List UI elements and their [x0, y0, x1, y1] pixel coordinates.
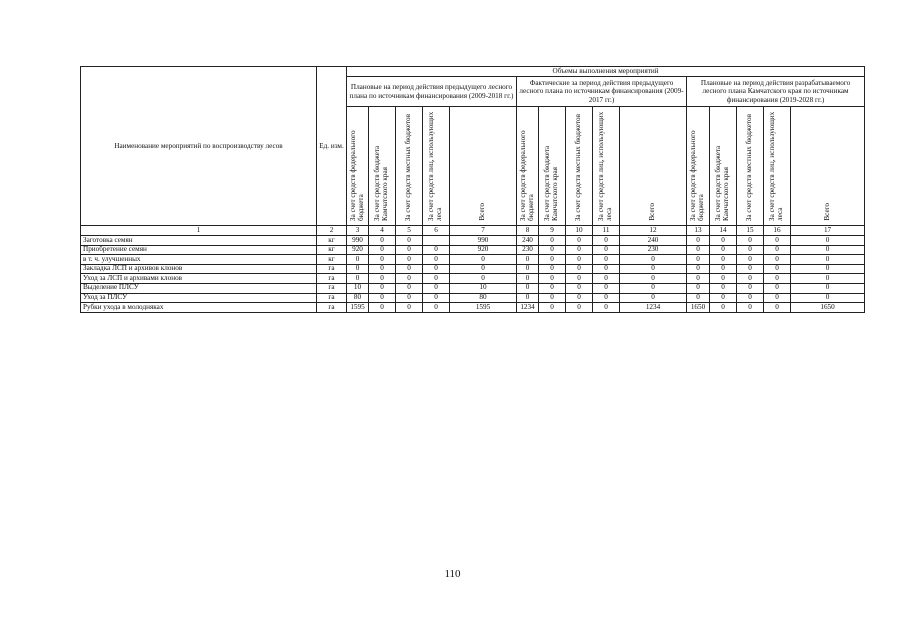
- cell-value: 0: [710, 274, 737, 284]
- column-number: 2: [317, 226, 347, 236]
- cell-value: 0: [764, 264, 791, 274]
- cell-value: 1234: [620, 303, 687, 313]
- column-number: 15: [737, 226, 764, 236]
- cell-value: 0: [423, 274, 450, 284]
- row-name: Закладка ЛСП и архивов клонов: [81, 264, 317, 274]
- row-name: Выделение ПЛСУ: [81, 283, 317, 293]
- subheader-label: За счет средств федерального бюджета: [689, 130, 705, 221]
- subheader-g3-c1: [687, 107, 710, 226]
- cell-value: 0: [566, 283, 593, 293]
- column-number: 6: [423, 226, 450, 236]
- cell-value: 0: [764, 236, 791, 246]
- row-name: Приобретение семян: [81, 245, 317, 255]
- row-name: в т. ч. улучшенных: [81, 255, 317, 265]
- subheader-label: За счет средств федерального бюджета: [518, 130, 535, 221]
- table-row: [81, 245, 865, 255]
- cell-value: 920: [347, 245, 369, 255]
- cell-value: 0: [369, 245, 396, 255]
- row-unit: кг: [317, 236, 347, 246]
- cell-value: 0: [566, 293, 593, 303]
- cell-value: 0: [369, 264, 396, 274]
- cell-value: 0: [369, 274, 396, 284]
- cell-value: 0: [687, 283, 710, 293]
- cell-value: 0: [450, 255, 517, 265]
- table-row: [81, 255, 865, 265]
- cell-value: 0: [764, 283, 791, 293]
- cell-value: 0: [517, 264, 539, 274]
- cell-value: 0: [566, 236, 593, 246]
- table-row: [81, 264, 865, 274]
- cell-value: 0: [593, 274, 620, 284]
- subheader-g3-c5: [791, 107, 865, 226]
- column-number: 13: [687, 226, 710, 236]
- cell-value: 0: [517, 293, 539, 303]
- subheader-label: Всего: [648, 203, 657, 221]
- cell-value: 80: [347, 293, 369, 303]
- cell-value: 0: [423, 293, 450, 303]
- cell-value: 1595: [450, 303, 517, 313]
- cell-value: 0: [737, 236, 764, 246]
- header-top: Объемы выполнения мероприятий: [347, 67, 865, 77]
- subheader-label: За счет средств местных бюджетов: [404, 113, 413, 221]
- cell-value: 0: [566, 245, 593, 255]
- cell-value: 0: [620, 283, 687, 293]
- cell-value: 0: [450, 274, 517, 284]
- cell-value: 0: [620, 255, 687, 265]
- column-number: 14: [710, 226, 737, 236]
- column-number: 11: [593, 226, 620, 236]
- cell-value: 0: [539, 283, 566, 293]
- cell-value: 230: [517, 245, 539, 255]
- row-name: Заготовка семян: [81, 236, 317, 246]
- column-number: 17: [791, 226, 865, 236]
- cell-value: 0: [593, 264, 620, 274]
- subheader-label: За счет средств лиц, использующих леса: [768, 111, 784, 221]
- cell-value: 0: [737, 303, 764, 313]
- cell-value: 0: [593, 255, 620, 265]
- cell-value: 0: [620, 274, 687, 284]
- cell-value: 0: [593, 283, 620, 293]
- cell-value: 0: [764, 293, 791, 303]
- subheader-g1-c1: [347, 107, 369, 226]
- cell-value: 0: [423, 283, 450, 293]
- cell-value: 0: [710, 293, 737, 303]
- cell-value: 0: [423, 255, 450, 265]
- subheader-g3-c4: [764, 107, 791, 226]
- row-unit: га: [317, 264, 347, 274]
- table-row: [81, 283, 865, 293]
- table-row: [81, 303, 865, 313]
- reforestation-table: [80, 66, 865, 313]
- header-group-planned-prev: Плановые на период действия предыдущего лесного плана по источникам финансирования (2009-2018 гг.): [347, 77, 517, 107]
- table-row: [81, 293, 865, 303]
- cell-value: 0: [593, 245, 620, 255]
- cell-value: 0: [687, 255, 710, 265]
- cell-value: 0: [687, 264, 710, 274]
- cell-value: 0: [687, 274, 710, 284]
- cell-value: 0: [423, 264, 450, 274]
- row-unit: га: [317, 283, 347, 293]
- cell-value: 0: [791, 274, 865, 284]
- cell-value: 0: [764, 255, 791, 265]
- cell-value: 0: [687, 293, 710, 303]
- cell-value: 0: [369, 303, 396, 313]
- row-unit: га: [317, 274, 347, 284]
- cell-value: 0: [396, 293, 423, 303]
- cell-value: 0: [737, 255, 764, 265]
- subheader-label: За счет средств лиц, использующих леса: [427, 111, 443, 221]
- cell-value: 240: [620, 236, 687, 246]
- subheader-g2-c5: [620, 107, 687, 226]
- cell-value: 1234: [517, 303, 539, 313]
- cell-value: 920: [450, 245, 517, 255]
- cell-value: 0: [737, 245, 764, 255]
- cell-value: 1650: [791, 303, 865, 313]
- row-name: Уход за ПЛСУ: [81, 293, 317, 303]
- column-number: 3: [347, 226, 369, 236]
- row-unit: кг: [317, 245, 347, 255]
- cell-value: 0: [450, 264, 517, 274]
- column-number: 16: [764, 226, 791, 236]
- cell-value: 0: [517, 283, 539, 293]
- cell-value: 10: [450, 283, 517, 293]
- cell-value: 0: [687, 245, 710, 255]
- cell-value: 0: [396, 303, 423, 313]
- cell-value: 0: [566, 264, 593, 274]
- row-name: Уход за ЛСП и архивами клонов: [81, 274, 317, 284]
- cell-value: 0: [396, 255, 423, 265]
- cell-value: 0: [396, 283, 423, 293]
- cell-value: 0: [737, 264, 764, 274]
- cell-value: 0: [566, 274, 593, 284]
- row-unit: га: [317, 303, 347, 313]
- cell-value: 0: [791, 264, 865, 274]
- table-row: [81, 274, 865, 284]
- cell-value: 80: [450, 293, 517, 303]
- cell-value: 0: [593, 293, 620, 303]
- cell-value: 0: [710, 255, 737, 265]
- cell-value: 0: [423, 245, 450, 255]
- header-name-col: Наименование мероприятий по воспроизводству лесов: [81, 67, 317, 226]
- column-number: 9: [539, 226, 566, 236]
- subheader-label: За счет средств местных бюджетов: [745, 113, 754, 221]
- cell-value: 0: [539, 303, 566, 313]
- cell-value: 0: [347, 264, 369, 274]
- cell-value: 0: [396, 236, 423, 246]
- cell-value: 0: [369, 293, 396, 303]
- subheader-label: За счет средств федерального бюджета: [348, 130, 365, 221]
- cell-value: 240: [517, 236, 539, 246]
- cell-value: 0: [347, 274, 369, 284]
- header-group-actual-prev: Фактические за период действия предыдущего лесного плана по источникам финансирования (2009-2017 гг.): [517, 77, 687, 107]
- subheader-g3-c3: [737, 107, 764, 226]
- cell-value: 0: [593, 236, 620, 246]
- subheader-label: За счет средств бюджета Камчатского края: [714, 145, 730, 221]
- cell-value: 0: [539, 274, 566, 284]
- subheader-g2-c4: [593, 107, 620, 226]
- cell-value: 0: [423, 303, 450, 313]
- subheader-label: За счет средств бюджета Камчатского края: [373, 145, 389, 221]
- cell-value: 0: [539, 236, 566, 246]
- cell-value: [423, 236, 450, 246]
- subheader-g2-c3: [566, 107, 593, 226]
- cell-value: 10: [347, 283, 369, 293]
- subheader-g1-c4: [423, 107, 450, 226]
- column-number: 10: [566, 226, 593, 236]
- column-number: 5: [396, 226, 423, 236]
- column-number: 8: [517, 226, 539, 236]
- cell-value: 0: [791, 245, 865, 255]
- cell-value: 0: [347, 255, 369, 265]
- subheader-g3-c2: [710, 107, 737, 226]
- subheader-label: Всего: [822, 203, 831, 221]
- cell-value: 0: [737, 274, 764, 284]
- cell-value: 0: [710, 236, 737, 246]
- cell-value: 0: [369, 255, 396, 265]
- subheader-label: Всего: [478, 203, 487, 221]
- cell-value: 0: [396, 264, 423, 274]
- cell-value: 0: [710, 283, 737, 293]
- cell-value: 0: [764, 303, 791, 313]
- table-row: [81, 236, 865, 246]
- subheader-g1-c2: [369, 107, 396, 226]
- cell-value: 0: [791, 255, 865, 265]
- cell-value: 0: [710, 303, 737, 313]
- cell-value: 0: [369, 236, 396, 246]
- subheader-label: За счет средств местных бюджетов: [574, 113, 583, 221]
- column-number: 7: [450, 226, 517, 236]
- row-name: Рубки ухода в молодняках: [81, 303, 317, 313]
- cell-value: 0: [764, 274, 791, 284]
- cell-value: 0: [791, 236, 865, 246]
- cell-value: 1650: [687, 303, 710, 313]
- cell-value: 0: [517, 255, 539, 265]
- cell-value: 0: [396, 274, 423, 284]
- column-number: 12: [620, 226, 687, 236]
- cell-value: 230: [620, 245, 687, 255]
- cell-value: 0: [791, 283, 865, 293]
- cell-value: 0: [764, 245, 791, 255]
- column-number: 1: [81, 226, 317, 236]
- cell-value: 0: [620, 293, 687, 303]
- cell-value: 0: [517, 274, 539, 284]
- cell-value: 0: [737, 283, 764, 293]
- cell-value: 0: [566, 255, 593, 265]
- subheader-g2-c1: [517, 107, 539, 226]
- cell-value: 990: [450, 236, 517, 246]
- subheader-g2-c2: [539, 107, 566, 226]
- cell-value: 0: [737, 293, 764, 303]
- row-unit: га: [317, 293, 347, 303]
- cell-value: 0: [396, 245, 423, 255]
- cell-value: 0: [369, 283, 396, 293]
- cell-value: 990: [347, 236, 369, 246]
- cell-value: 0: [710, 245, 737, 255]
- header-group-planned-new: Плановые на период действия разрабатываемого лесного плана Камчатского края по источникам финансирования (2019-2028 гг.): [687, 77, 865, 107]
- page-number: 110: [444, 568, 461, 580]
- subheader-label: За счет средств бюджета Камчатского края: [543, 145, 559, 221]
- cell-value: 0: [593, 303, 620, 313]
- cell-value: 0: [620, 264, 687, 274]
- subheader-g1-c5: [450, 107, 517, 226]
- cell-value: 0: [539, 293, 566, 303]
- header-unit-col: Ед. изм.: [317, 67, 347, 226]
- row-unit: кг: [317, 255, 347, 265]
- cell-value: 0: [539, 264, 566, 274]
- cell-value: 0: [687, 236, 710, 246]
- cell-value: 1595: [347, 303, 369, 313]
- subheader-label: За счет средств лиц, использующих леса: [597, 111, 613, 221]
- cell-value: 0: [791, 293, 865, 303]
- cell-value: 0: [710, 264, 737, 274]
- cell-value: 0: [539, 245, 566, 255]
- subheader-g1-c3: [396, 107, 423, 226]
- cell-value: 0: [566, 303, 593, 313]
- column-number: 4: [369, 226, 396, 236]
- cell-value: 0: [539, 255, 566, 265]
